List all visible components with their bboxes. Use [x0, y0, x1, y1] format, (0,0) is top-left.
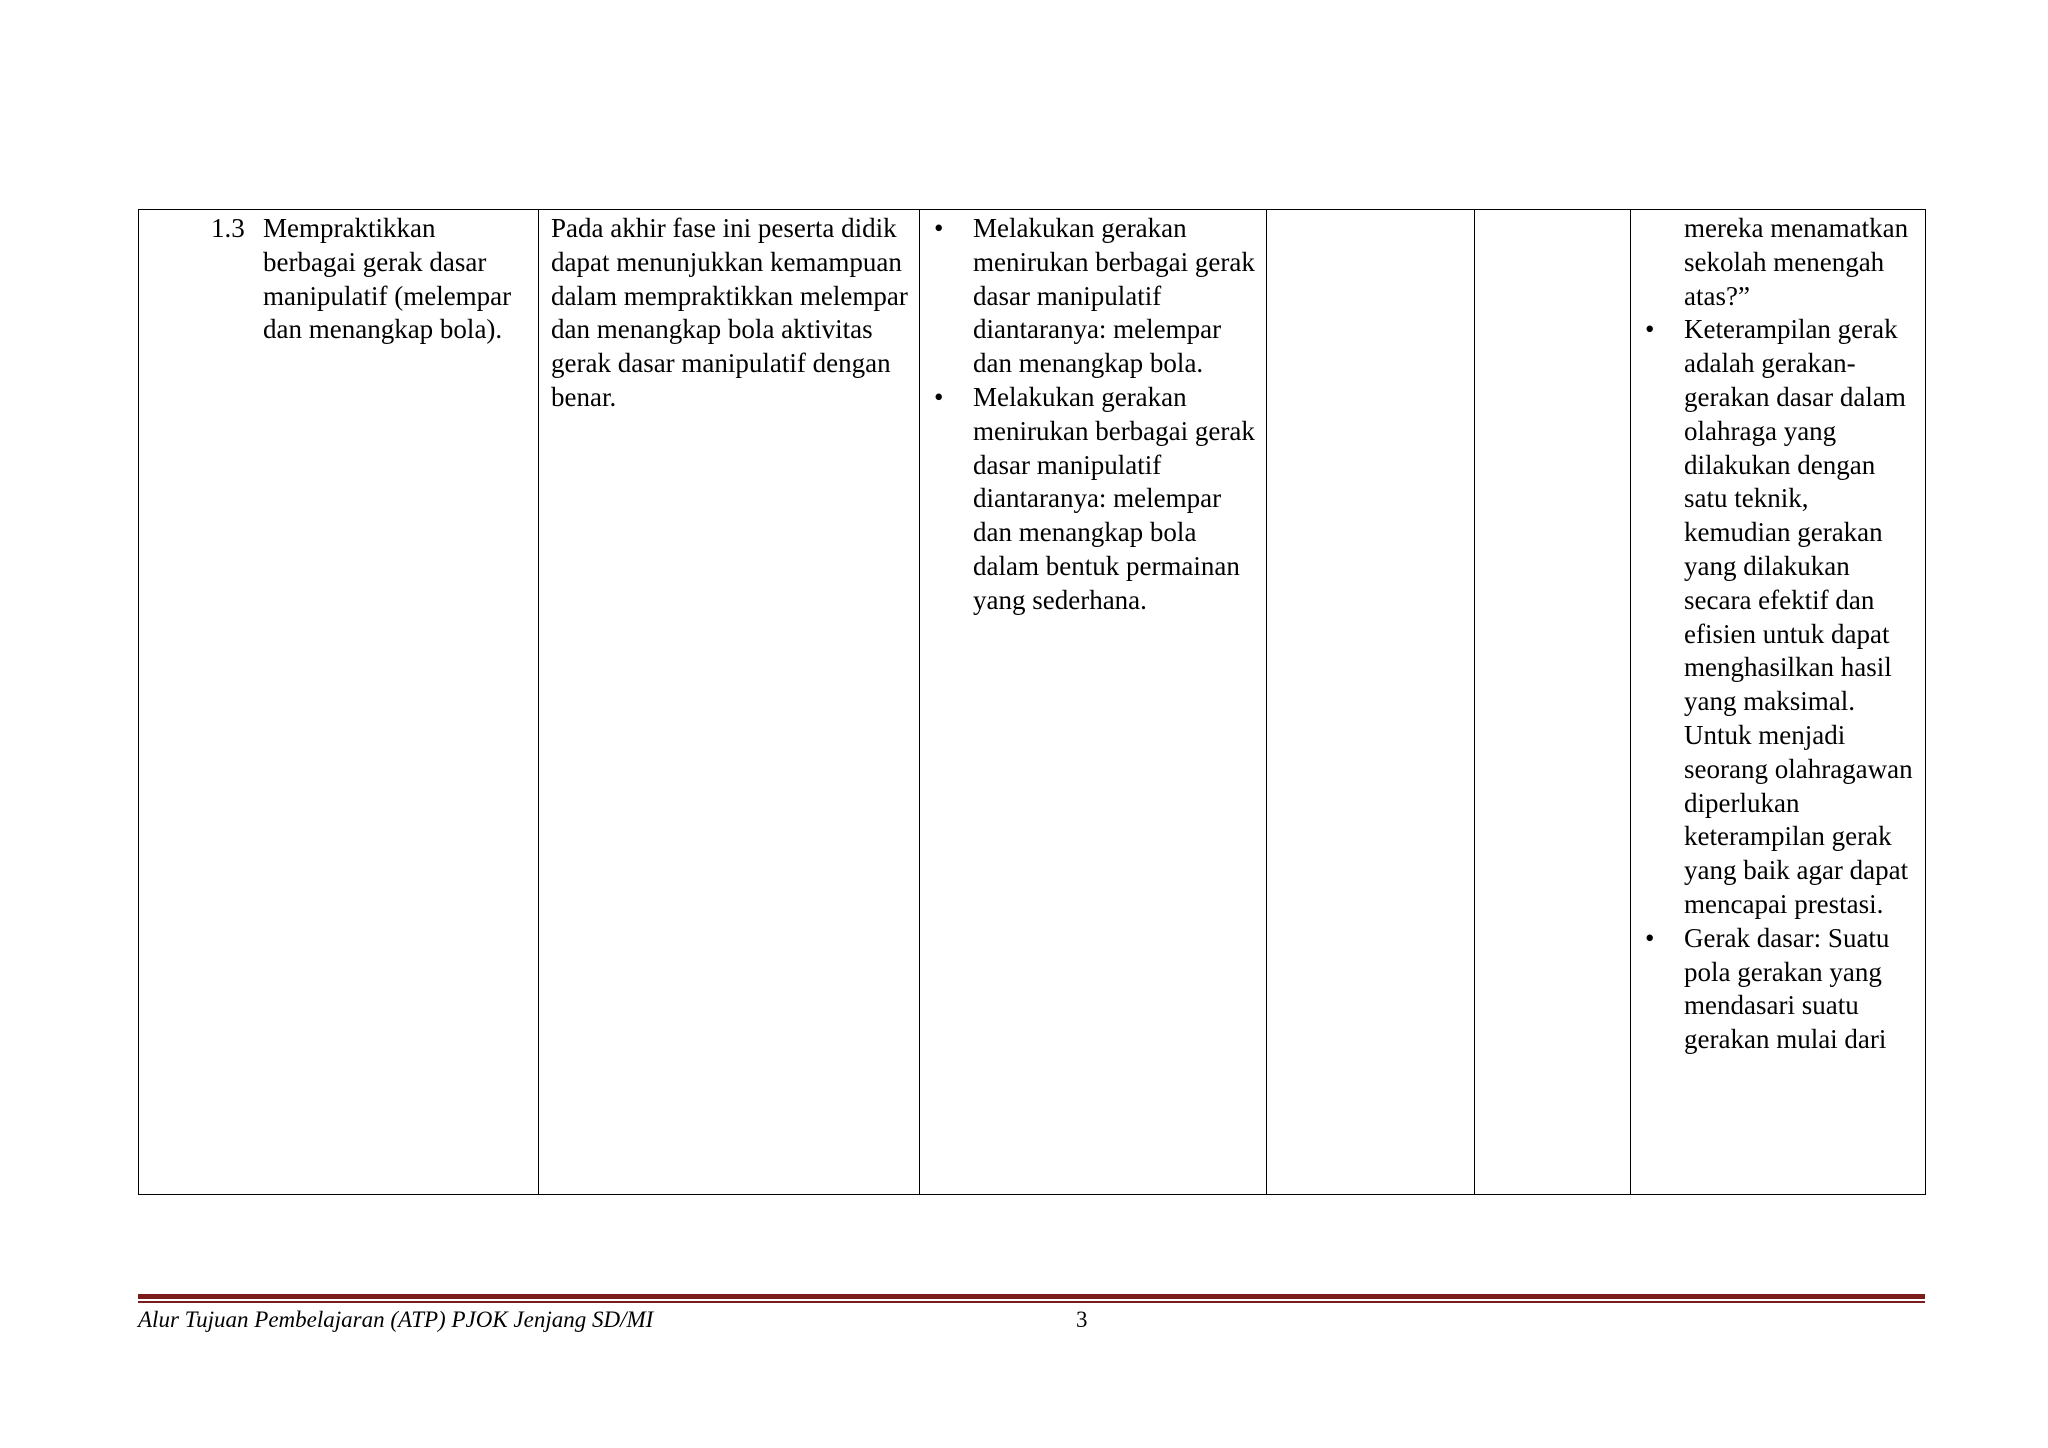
notes-list [1631, 313, 1925, 1057]
indicator-cell [920, 210, 1267, 1195]
atp-table [138, 209, 1926, 1195]
notes-cell [1631, 210, 1926, 1195]
list-item: • Melakukan gerakan menirukan berbagai gerak dasar manipulatif diantaranya: melempar dan menangkap bola dalam bentuk permainan yang sederhana. [932, 381, 1260, 618]
page-number: 3 [1076, 1307, 1088, 1332]
empty-cell-4 [1267, 210, 1475, 1195]
achievement-text: Pada akhir fase ini peserta didik dapat menunjukkan kemampuan dalam mempraktikkan melempar dan menangkap bola aktivitas gerak dasar manipulatif dengan benar. [551, 213, 908, 412]
footer-divider-thick [138, 1294, 1925, 1299]
list-item: • Melakukan gerakan menirukan berbagai gerak dasar manipulatif diantaranya: melempar dan menangkap bola. [932, 212, 1260, 381]
indicator-list [920, 210, 1266, 618]
notes-continued-text: mereka menamatkan sekolah menengah atas?” [1684, 213, 1909, 311]
footer-divider-thin [138, 1301, 1925, 1303]
objective-item [139, 210, 538, 347]
objective-text: Mempraktikkan berbagai gerak dasar manipulatif (melempar dan menangkap bola). [263, 213, 512, 345]
empty-cell-5 [1475, 210, 1631, 1195]
footer-title: Alur Tujuan Pembelajaran (ATP) PJOK Jenjang SD/MI [138, 1307, 654, 1332]
table-row [139, 210, 1926, 1195]
empty-cell-5-text [1475, 210, 1630, 212]
list-item: • Keterampilan gerak adalah gerakan-gerakan dasar dalam olahraga yang dilakukan dengan satu teknik, kemudian gerakan yang dilakukan secara efektif dan efisien untuk dapat menghasilkan hasil yang maksimal. Untuk menjadi seorang olahragawan diperlukan keterampilan gerak yang baik agar dapat mencapai prestasi. [1643, 313, 1919, 921]
empty-cell-4-text [1267, 210, 1474, 212]
objective-number: 1.3 [211, 213, 245, 243]
list-item: • Gerak dasar: Suatu pola gerakan yang mendasari suatu gerakan mulai dari [1643, 922, 1919, 1057]
achievement-cell [539, 210, 920, 1195]
objective-cell [139, 210, 539, 1195]
